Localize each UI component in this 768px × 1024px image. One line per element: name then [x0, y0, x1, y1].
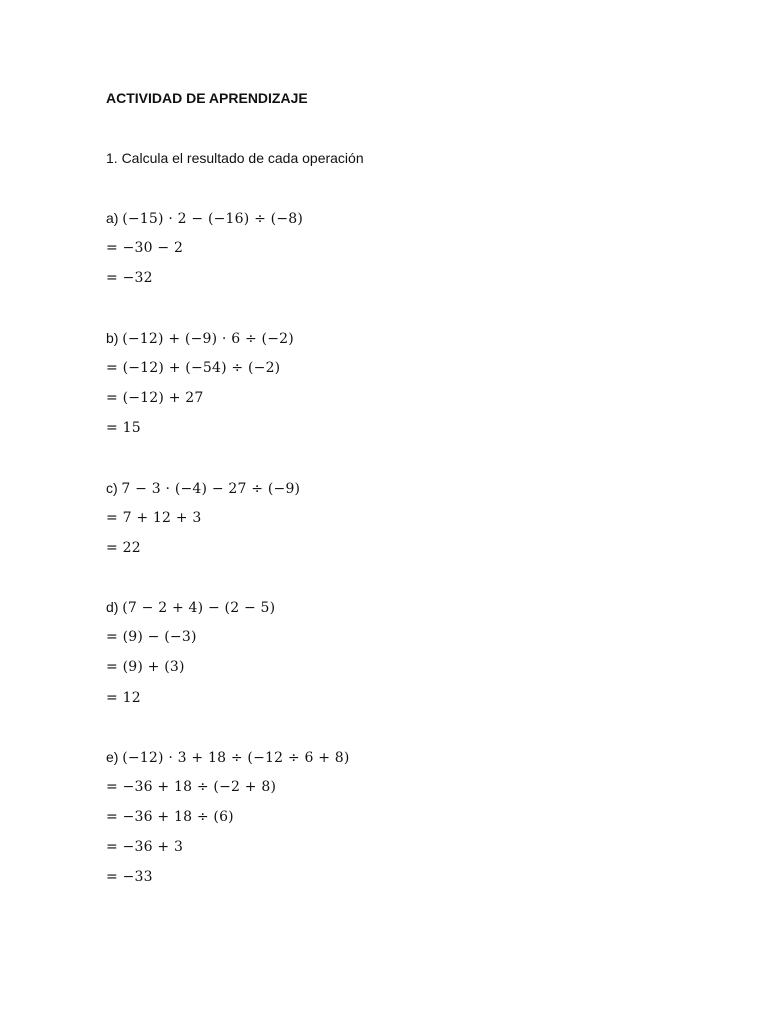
exercise-d-step-1: = (9) − (−3): [106, 629, 197, 645]
exercise-e-label: e): [106, 749, 119, 765]
exercise-a-label: a): [106, 210, 119, 226]
exercise-c-statement: [106, 477, 300, 499]
exercise-d-expression: (7 − 2 + 4) − (2 − 5): [122, 600, 276, 616]
exercise-a-step-1: = −30 − 2: [106, 240, 184, 256]
exercise-b-expression: (−12) + (−9) · 6 ÷ (−2): [122, 331, 294, 347]
exercise-b-statement: [106, 327, 294, 349]
exercise-d-label: d): [106, 599, 119, 615]
exercise-instruction: 1. Calcula el resultado de cada operación: [106, 150, 364, 166]
exercise-e-expression: (−12) · 3 + 18 ÷ (−12 ÷ 6 + 8): [122, 750, 350, 766]
exercise-c-expression: 7 − 3 · (−4) − 27 ÷ (−9): [121, 481, 301, 497]
exercise-a-expression: (−15) · 2 − (−16) ÷ (−8): [122, 211, 304, 227]
exercise-c-result: = 22: [106, 540, 141, 556]
exercise-c-step-1: = 7 + 12 + 3: [106, 510, 202, 526]
exercise-c-label: c): [106, 480, 118, 496]
exercise-e-statement: [106, 746, 350, 768]
exercise-a-statement: [106, 207, 303, 229]
exercise-e-step-2: = −36 + 18 ÷ (6): [106, 809, 234, 825]
exercise-e-step-3: = −36 + 3: [106, 839, 184, 855]
exercise-a-result: = −32: [106, 270, 153, 286]
exercise-d-step-2: = (9) + (3): [106, 659, 185, 675]
exercise-d-result: = 12: [106, 690, 141, 706]
exercise-b-step-2: = (−12) + 27: [106, 390, 204, 406]
exercise-b-step-1: = (−12) + (−54) ÷ (−2): [106, 360, 281, 376]
exercise-d-statement: [106, 596, 275, 618]
exercise-e-step-1: = −36 + 18 ÷ (−2 + 8): [106, 779, 277, 795]
exercise-e-result: = −33: [106, 869, 153, 885]
exercise-b-result: = 15: [106, 420, 141, 436]
exercise-b-label: b): [106, 330, 119, 346]
document-title: ACTIVIDAD DE APRENDIZAJE: [106, 90, 308, 106]
